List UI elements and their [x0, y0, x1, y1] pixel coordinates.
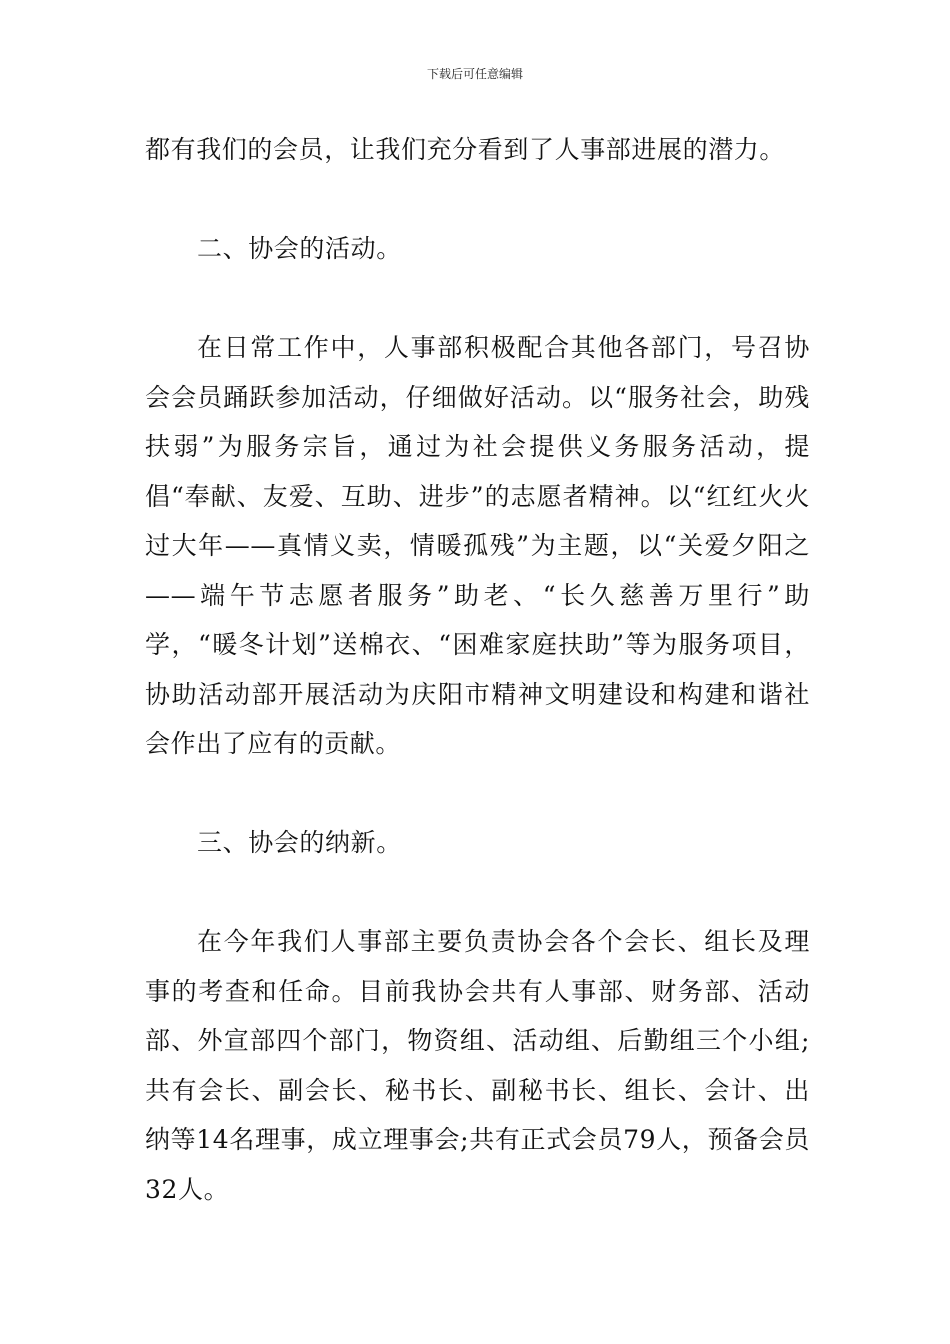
page-header-note: 下载后可任意编辑 [426, 67, 523, 81]
paragraph-gap [145, 769, 810, 819]
paragraph-activities: 在日常工作中，人事部积极配合其他各部门，号召协会会员踊跃参加活动，仔细做好活动。以“服务社会，助残扶弱”为服务宗旨，通过为社会提供义务服务活动，提倡“奉献、友爱、互助、进步”的志愿者精神。以“红红火火过大年——真情义卖，情暖孤残”为主题，以“关爱夕阳之——端午节志愿者服务”助老、“长久慈善万里行”助学，“暖冬计划”送棉衣、“困难家庭扶助”等为服务项目，协助活动部开展活动为庆阳市精神文明建设和构建和谐社会作出了应有的贡献。 [145, 333, 810, 758]
section-heading-activities: 二、协会的活动。 [197, 234, 402, 263]
paragraph-gap [145, 868, 810, 918]
paragraph-gap [145, 274, 810, 324]
section-heading-recruitment: 三、协会的纳新。 [197, 828, 402, 857]
document-body [145, 125, 810, 1214]
paragraph-gap [145, 175, 810, 225]
paragraph-continued: 都有我们的会员，让我们充分看到了人事部进展的潜力。 [145, 135, 786, 164]
paragraph-recruitment: 在今年我们人事部主要负责协会各个会长、组长及理事的考查和任命。目前我协会共有人事部、财务部、活动部、外宣部四个部门，物资组、活动组、后勤组三个小组;共有会长、副会长、秘书长、副秘书长、组长、会计、出纳等14名理事，成立理事会;共有正式会员79人，预备会员32人。 [145, 927, 810, 1204]
